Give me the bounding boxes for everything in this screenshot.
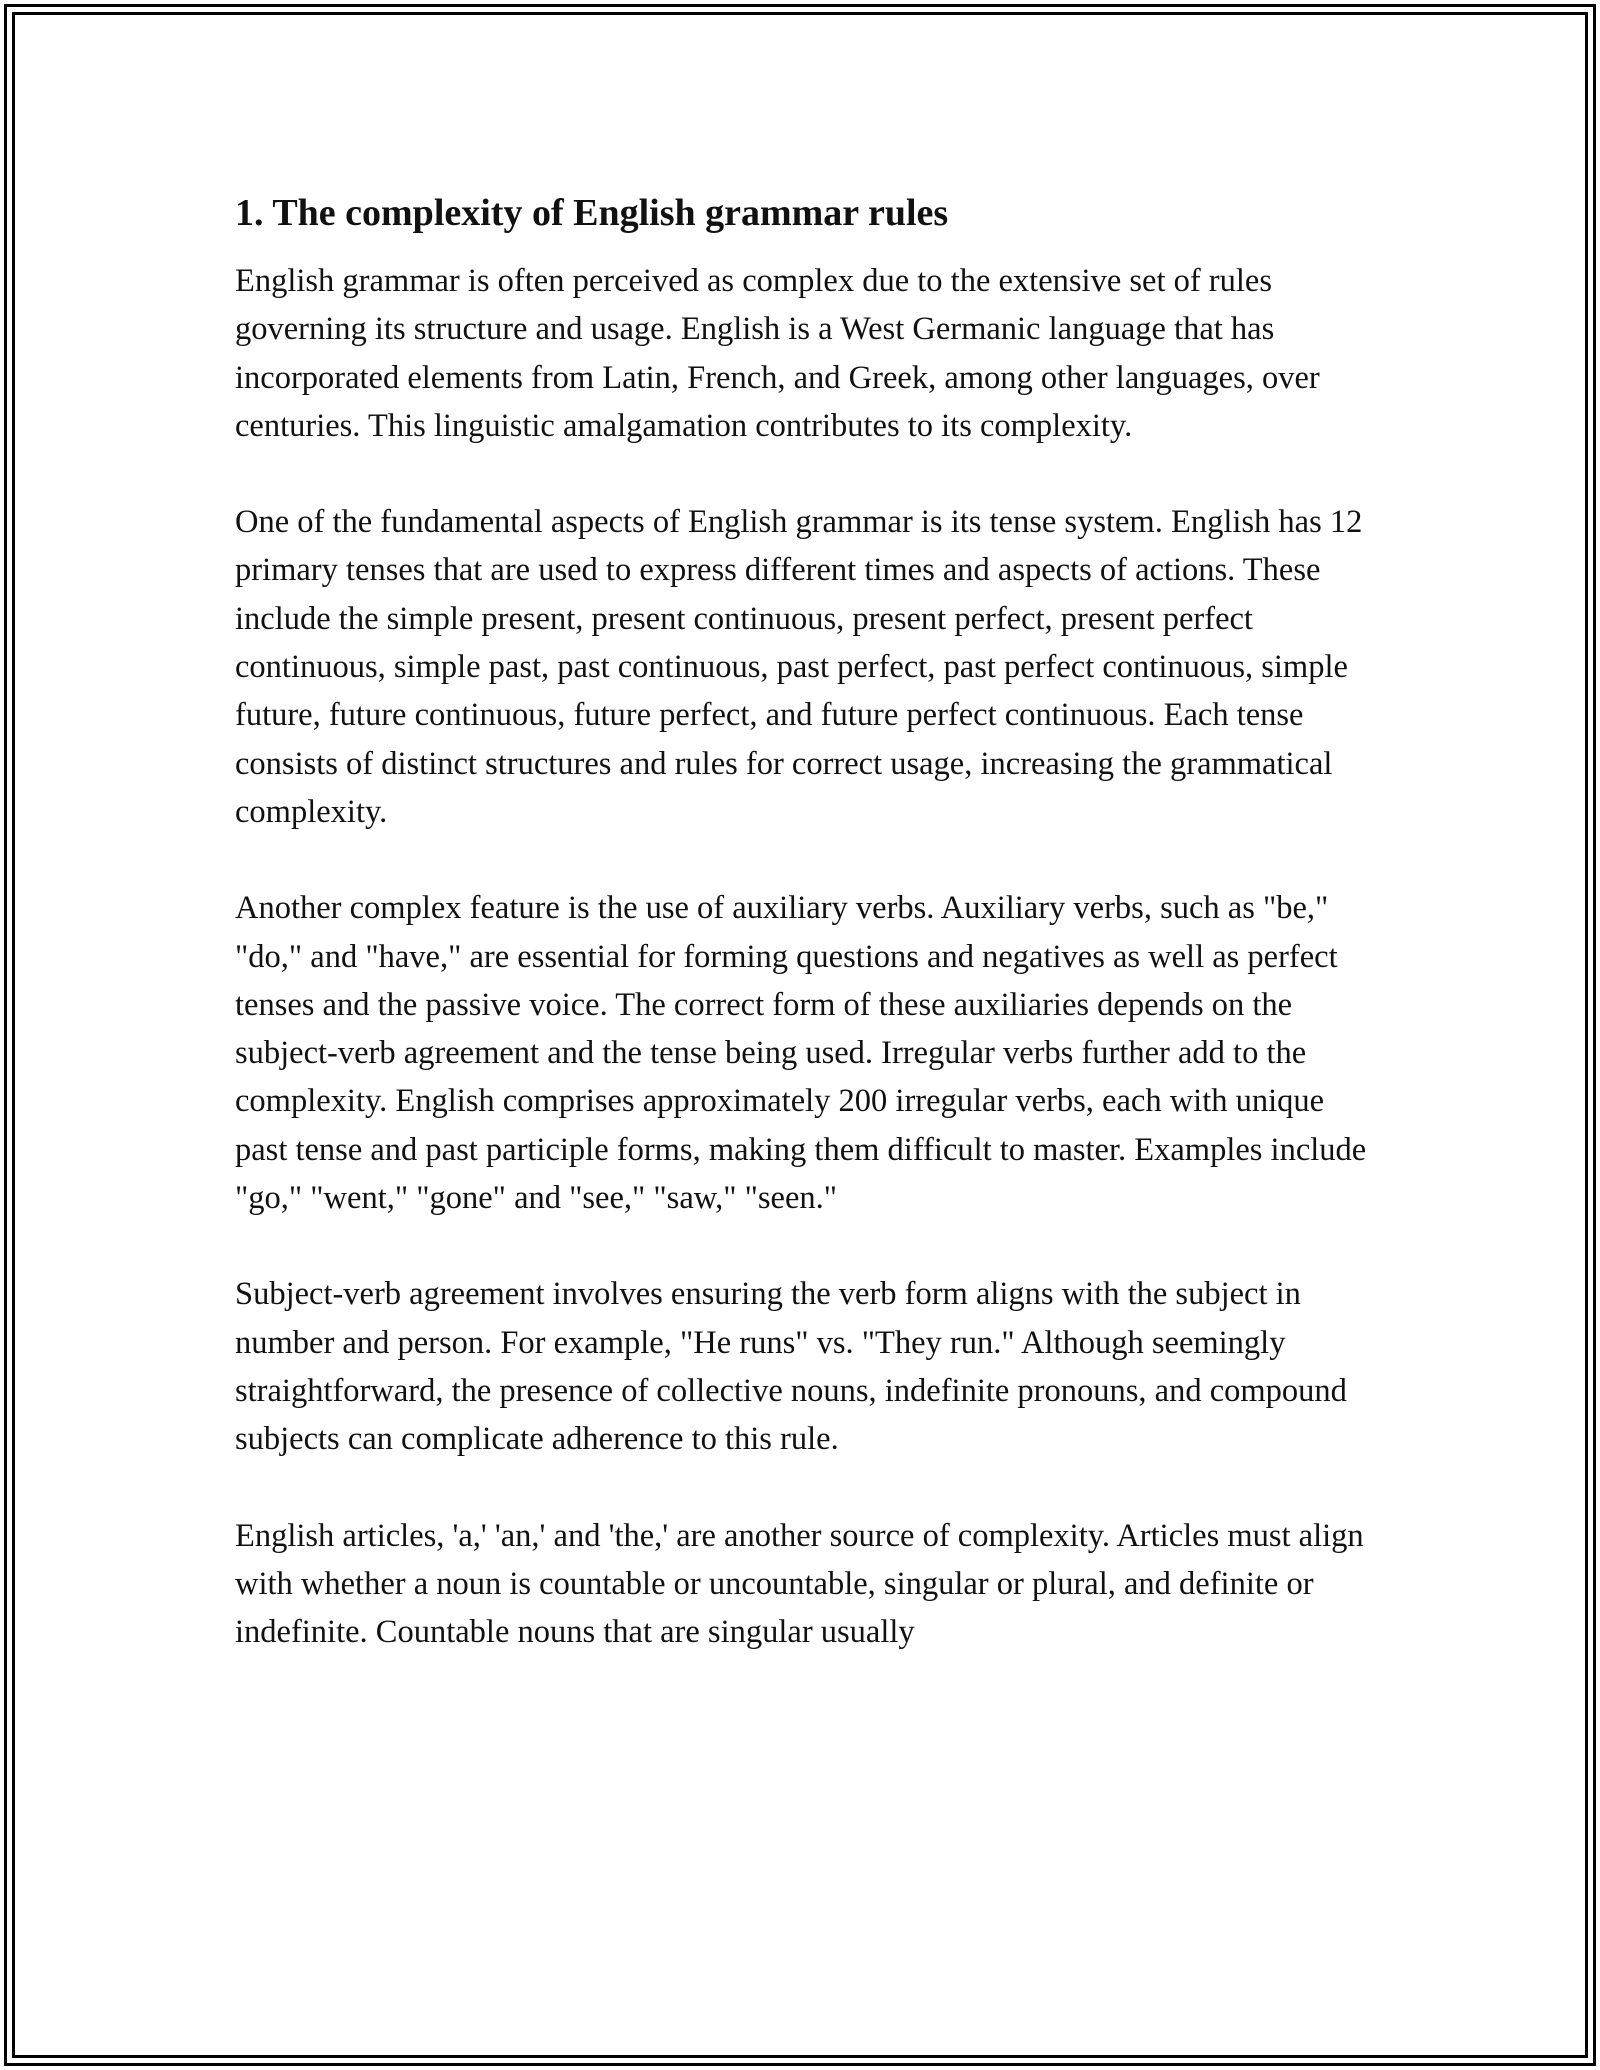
paragraph-subject-verb-agreement: Subject-verb agreement involves ensuring the verb form aligns with the subject in number and person. For example, "He runs" vs. "They run." Although seemingly straightforward, the presence of collective nouns, indefinite pronouns, and compound subjects can complicate adherence to this rule.	[235, 1276, 1347, 1458]
paragraph-tense-system: One of the fundamental aspects of English grammar is its tense system. English has 12 primary tenses that are used to express different times and aspects of actions. These include the simple present, present continuous, present perfect, present perfect continuous, simple past, past continuous, past perfect, past perfect continuous, simple future, future continuous, future perfect, and future perfect continuous. Each tense consists of distinct structures and rules for correct usage, increasing the grammatical complexity.	[235, 504, 1363, 830]
paragraph-articles: English articles, 'a,' 'an,' and 'the,' are another source of complexity. Articles must align with whether a noun is countable or uncountable, singular or plural, and definite or indefinite. Countable nouns that are singular usually	[235, 1517, 1364, 1651]
section-heading: 1. The complexity of English grammar rules	[235, 192, 949, 234]
document-body	[235, 185, 1375, 1704]
paragraph-intro: English grammar is often perceived as complex due to the extensive set of rules governing its structure and usage. English is a West Germanic language that has incorporated elements from Latin, French, and Greek, among other languages, over centuries. This linguistic amalgamation contributes to its complexity.	[235, 263, 1320, 444]
paragraph-auxiliary-verbs: Another complex feature is the use of auxiliary verbs. Auxiliary verbs, such as "be," "do," and "have," are essential for forming questions and negatives as well as perfect tenses and the passive voice. The correct form of these auxiliaries depends on the subject-verb agreement and the tense being used. Irregular verbs further add to the complexity. English comprises approximately 200 irregular verbs, each with unique past tense and past participle forms, making them difficult to master. Examples include "go," "went," "gone" and "see," "saw," "seen."	[235, 890, 1367, 1217]
